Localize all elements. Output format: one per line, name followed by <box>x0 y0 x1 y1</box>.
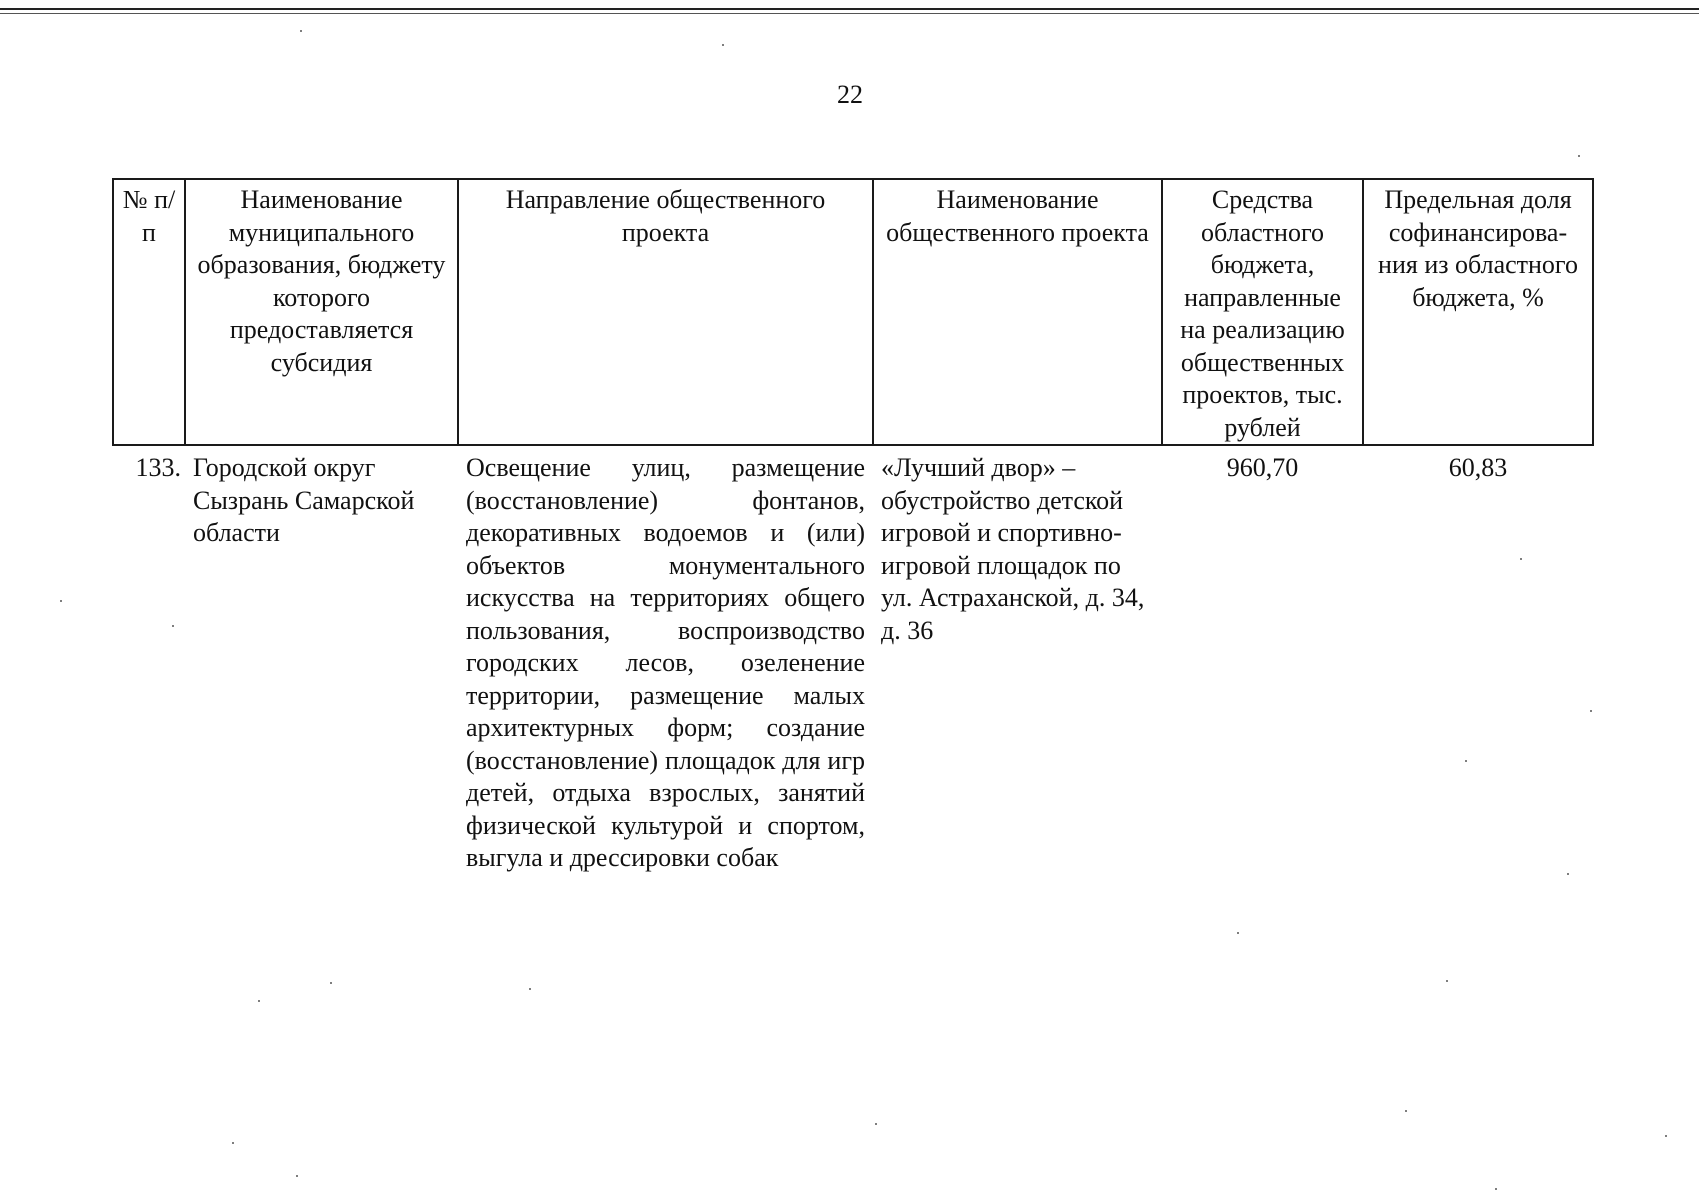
scan-speck <box>300 30 302 32</box>
header-row <box>113 179 1593 445</box>
scan-speck <box>296 1175 298 1177</box>
page-number: 22 <box>837 80 863 109</box>
scan-speck <box>1567 873 1569 875</box>
scan-speck <box>529 988 531 990</box>
scan-speck <box>1405 1110 1407 1112</box>
scan-speck <box>172 625 174 627</box>
table-row <box>113 445 1593 875</box>
scan-speck <box>60 600 62 602</box>
scan-speck <box>258 1000 260 1002</box>
header-funds: Средства областного бюджета, направленные на реализацию общественных проектов, тыс. рублей <box>1162 179 1363 445</box>
header-share: Предельная доля софинансирова-ния из областного бюджета, % <box>1363 179 1593 445</box>
scan-speck <box>1446 980 1448 982</box>
scan-speck <box>1237 932 1239 934</box>
scan-speck <box>1495 1188 1497 1190</box>
scan-top-rule <box>0 8 1699 10</box>
row-direction: Освещение улиц, размещение (восстановление) фонтанов, декоративных водоемов и (или) объектов монументального искусства на территориях общего пользования, воспроизводство городских лесов, озеленение территории, размещение малых архитектурных форм; создание (восстановление) площадок для игр детей, отдыха взрослых, занятий физической культурой и спортом, выгула и дрессировки собак <box>466 453 865 872</box>
row-municipality: Городской округ Сызрань Самарской области <box>193 453 415 547</box>
scan-speck <box>1590 710 1592 712</box>
scan-speck <box>1665 1135 1667 1137</box>
scan-speck <box>1520 558 1522 560</box>
subsidy-table <box>112 178 1594 875</box>
header-direction: Направление общественного проекта <box>458 179 873 445</box>
row-number: 133. <box>135 453 181 482</box>
header-number: № п/п <box>113 179 185 445</box>
scan-speck <box>875 1123 877 1125</box>
scan-speck <box>1465 760 1467 762</box>
scan-speck <box>232 1142 234 1144</box>
row-project-name: «Лучший двор» – обустройство детской игровой и спортивно-игровой площадок по ул. Астраханской, д. 34, д. 36 <box>881 453 1145 645</box>
header-project-name: Наименование общественного проекта <box>873 179 1162 445</box>
header-municipality: Наименование муниципального образования, бюджету которого предоставляется субсидия <box>185 179 458 445</box>
scan-speck <box>722 44 724 46</box>
scan-speck <box>330 982 332 984</box>
table-header <box>113 179 1593 445</box>
scan-speck <box>1578 155 1580 157</box>
row-share: 60,83 <box>1448 453 1508 482</box>
row-funds: 960,70 <box>1226 453 1299 482</box>
scan-top-rule-thin <box>0 13 1699 14</box>
